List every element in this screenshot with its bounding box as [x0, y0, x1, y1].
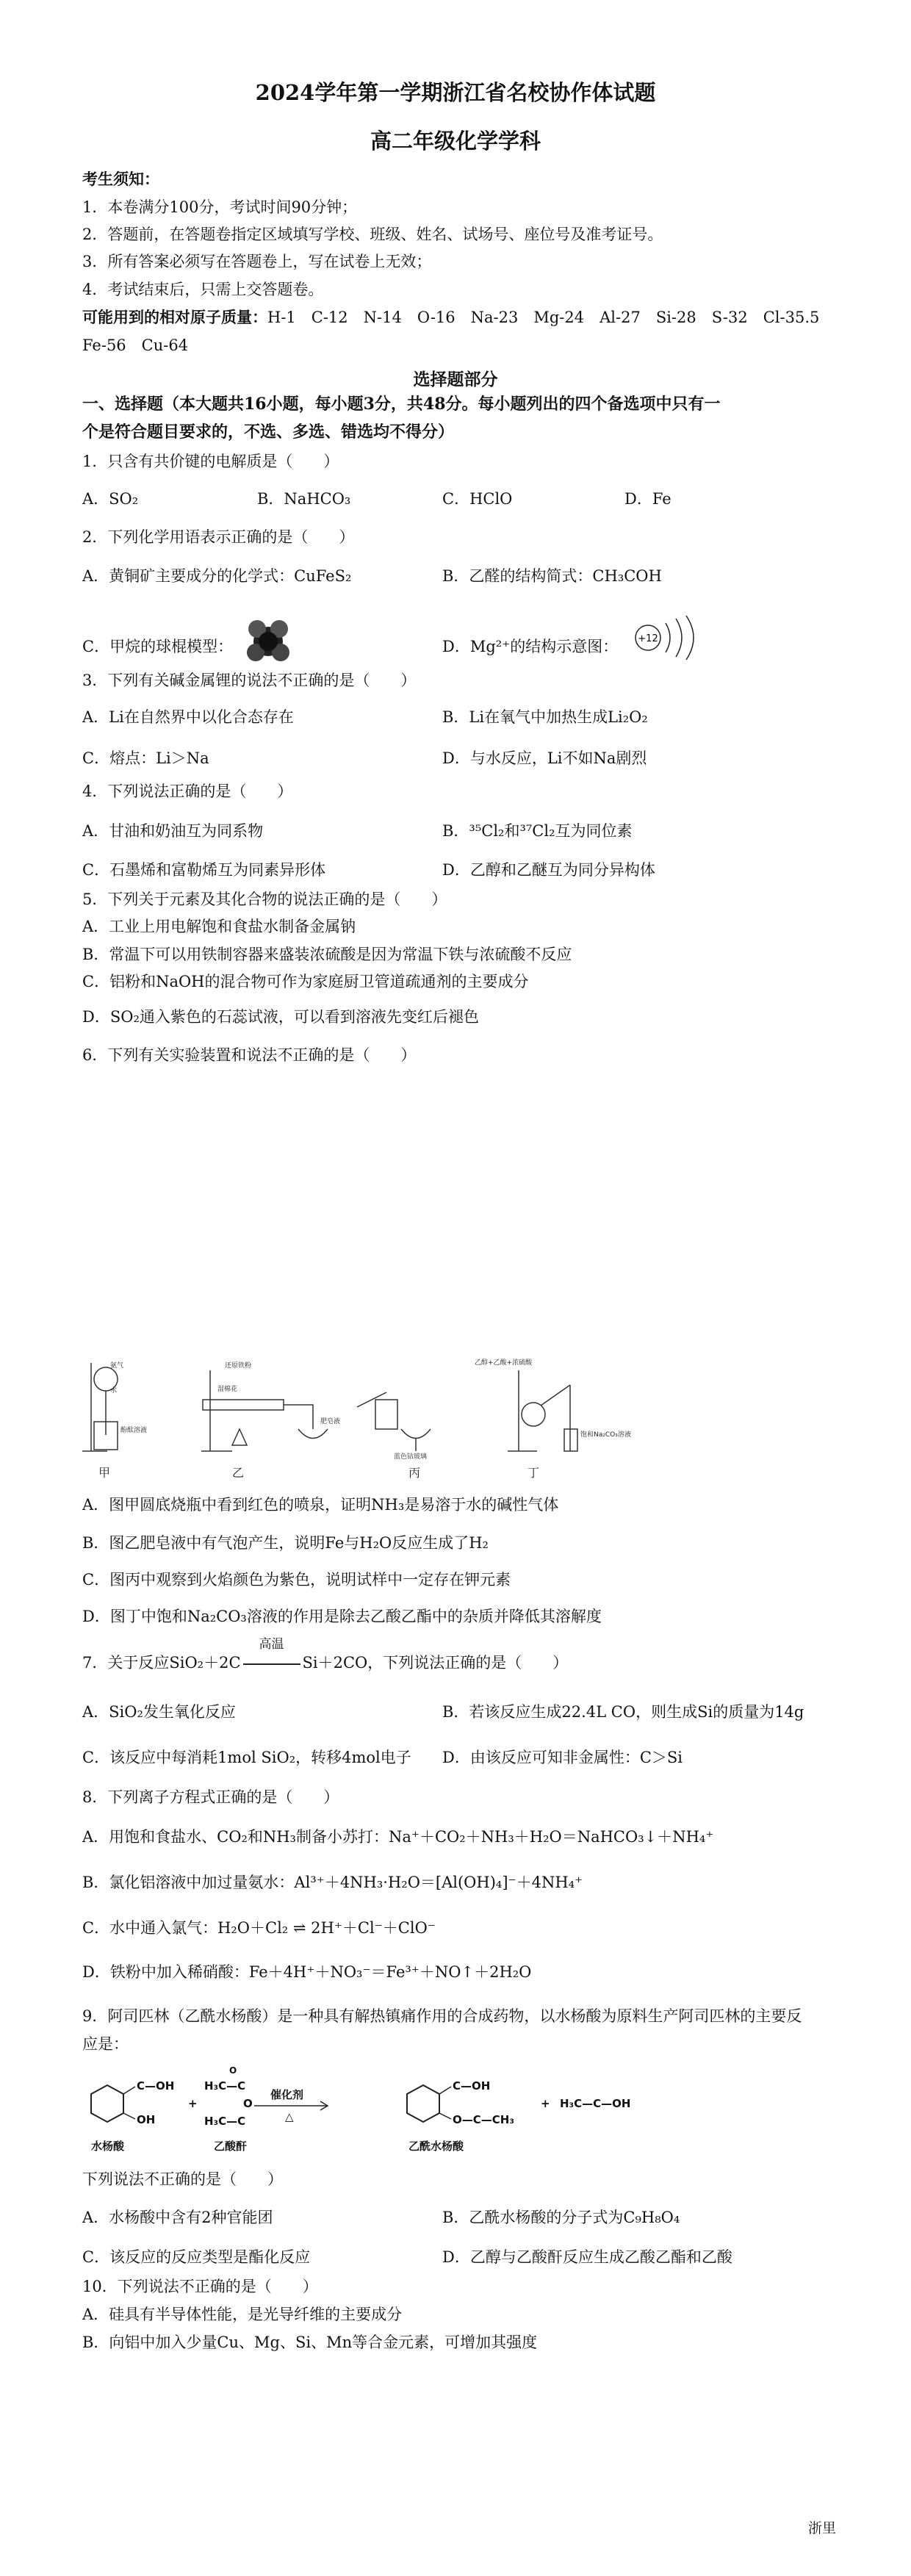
q4-option-a: A．甘油和奶油互为同系物: [82, 822, 264, 840]
q3-option-a: A．Li在自然界中以化合态存在: [82, 708, 294, 726]
fig-label-water: 水: [110, 1387, 118, 1395]
aspirin-ester: O—C—CH₃: [453, 2113, 514, 2126]
q6-option-d: D．图丁中饱和Na₂CO₃溶液的作用是除去乙酸乙酯中的杂质并降低其溶解度: [82, 1608, 602, 1625]
exam-subtitle: 高二年级化学学科: [370, 129, 541, 154]
section-title: 选择题部分: [413, 370, 498, 389]
aspirin-cooh: C—OH: [453, 2079, 491, 2093]
notice-heading: 考生须知：: [82, 170, 159, 188]
anhydride-bottom: H₃C—C: [204, 2115, 246, 2128]
fig-label-iron-powder: 还原铁粉: [225, 1362, 252, 1370]
anhydride-o: O: [243, 2097, 253, 2110]
exam-title: 2024学年第一学期浙江省名校协作体试题: [255, 80, 656, 105]
label-salicylic-acid: 水杨酸: [91, 2140, 125, 2153]
scheme-heat: △: [285, 2110, 294, 2123]
q7-option-a: A．SiO₂发生氧化反应: [82, 1703, 236, 1721]
q5-option-d: D．SO₂通入紫色的石蕊试液，可以看到溶液先变红后褪色: [82, 1008, 479, 1026]
methane-ball-stick-model: [237, 617, 300, 666]
notice-item: 3．所有答案必须写在答题卷上，写在试卷上无效；: [82, 253, 432, 270]
q7-stem-post: Si＋2CO，下列说法正确的是（ ）: [302, 1654, 569, 1672]
q1-option-d: D．Fe: [624, 490, 671, 508]
q8-option-a: A．用饱和食盐水、CO₂和NH₃制备小苏打：Na⁺＋CO₂＋NH₃＋H₂O＝NaHCO₃↓＋NH₄⁺: [82, 1828, 714, 1846]
q2-stem: 2．下列化学用语表示正确的是（ ）: [82, 528, 355, 546]
q7-equals-line: [243, 1663, 300, 1665]
label-acetic-anhydride: 乙酸酐: [214, 2140, 248, 2153]
atomic-mass-line: [82, 307, 819, 328]
atomic-mass-values: H-1 C-12 N-14 O-16 Na-23 Mg-24 Al-27 Si-28 S-32 Cl-35.5: [267, 309, 820, 326]
q8-option-d: D．铁粉中加入稀硝酸：Fe＋4H⁺＋NO₃⁻＝Fe³⁺＋NO↑＋2H₂O: [82, 1963, 532, 1981]
q3-option-d: D．与水反应，Li不如Na剧烈: [442, 749, 647, 767]
anhydride-carbonyl-o: O: [229, 2065, 237, 2076]
q5-stem: 5．下列关于元素及其化合物的说法正确的是（ ）: [82, 891, 447, 908]
fig-label-ammonia: 氨气: [110, 1362, 124, 1370]
q9-stem: 应是：: [82, 2035, 129, 2053]
q2-option-a: A．黄铜矿主要成分的化学式：CuFeS₂: [82, 567, 352, 585]
q6-option-a: A．图甲圆底烧瓶中看到红色的喷泉，证明NH₃是易溶于水的碱性气体: [82, 1496, 559, 1514]
q2-option-d: D．Mg²⁺的结构示意图：: [442, 638, 619, 655]
salicylic-oh: OH: [137, 2113, 156, 2126]
notice-item: 4．考试结束后，只需上交答题卷。: [82, 281, 324, 298]
fig-label-phenolphthalein: 酚酞溶液: [120, 1427, 148, 1434]
fig-label-cobalt-glass: 蓝色钴玻璃: [394, 1453, 428, 1461]
salicylic-cooh: C—OH: [137, 2079, 175, 2093]
atomic-mass-values-2: Fe-56 Cu-64: [82, 337, 189, 354]
q3-option-c: C．熔点：Li＞Na: [82, 749, 209, 767]
q7-option-c: C．该反应中每消耗1mol SiO₂，转移4mol电子: [82, 1749, 411, 1766]
q7-stem-pre: 7．关于反应SiO₂＋2C: [82, 1654, 241, 1672]
q7-condition: 高温: [259, 1637, 284, 1652]
q9-option-a: A．水杨酸中含有2种官能团: [82, 2209, 273, 2226]
fig-label-ding: 丁: [527, 1466, 540, 1480]
q9-option-d: D．乙醇与乙酸酐反应生成乙酸乙酯和乙酸: [442, 2248, 732, 2266]
fig-label-soap: 肥皂液: [320, 1418, 341, 1425]
scheme-catalyst: 催化剂: [270, 2088, 304, 2101]
q5-option-c: C．铝粉和NaOH的混合物可作为家庭厨卫管道疏通剂的主要成分: [82, 973, 529, 990]
q9-question: 下列说法不正确的是（ ）: [82, 2170, 283, 2188]
q9-option-b: B．乙酰水杨酸的分子式为C₉H₈O₄: [442, 2209, 680, 2226]
q4-stem: 4．下列说法正确的是（ ）: [82, 782, 293, 800]
mg-nucleus-label: +12: [638, 633, 658, 644]
q5-option-a: A．工业上用电解饱和食盐水制备金属钠: [82, 918, 356, 935]
q8-option-c: C．水中通入氯气：H₂O＋Cl₂ ⇌ 2H⁺＋Cl⁻＋ClO⁻: [82, 1919, 436, 1937]
q1-stem: 1．只含有共价键的电解质是（ ）: [82, 453, 339, 470]
fig-label-wet-cotton: 湿棉花: [217, 1386, 238, 1393]
q9-option-c: C．该反应的反应类型是酯化反应: [82, 2248, 311, 2266]
scheme-plus-2: +: [541, 2097, 550, 2110]
q9-stem: 9．阿司匹林（乙酰水杨酸）是一种具有解热镇痛作用的合成药物，以水杨酸为原料生产阿司匹林的主要反: [82, 2007, 802, 2025]
fig-label-bing: 丙: [408, 1466, 421, 1480]
q6-option-b: B．图乙肥皂液中有气泡产生，说明Fe与H₂O反应生成了H₂: [82, 1534, 489, 1552]
scheme-plus-1: +: [188, 2097, 198, 2110]
q2-option-c: C．甲烷的球棍模型：: [82, 638, 234, 655]
mg-ion-structure-diagram: [630, 614, 704, 661]
q8-stem: 8．下列离子方程式正确的是（ ）: [82, 1788, 339, 1806]
q9-reaction-scheme: [78, 2063, 695, 2159]
q10-option-a: A．硅具有半导体性能，是光导纤维的主要成分: [82, 2306, 403, 2323]
section-instruction: 个是符合题目要求的，不选、多选、错选均不得分）: [82, 422, 455, 442]
q6-stem: 6．下列有关实验装置和说法不正确的是（ ）: [82, 1046, 417, 1064]
section-instruction: 一、选择题（本大题共16小题，每小题3分，共48分。每小题列出的四个备选项中只有一: [82, 395, 721, 414]
q1-option-c: C．HClO: [442, 490, 513, 508]
q3-stem: 3．下列有关碱金属锂的说法不正确的是（ ）: [82, 672, 417, 689]
fig-label-reagents: 乙醇+乙酸+浓硫酸: [475, 1359, 533, 1367]
q10-option-b: B．向铝中加入少量Cu、Mg、Si、Mn等合金元素，可增加其强度: [82, 2334, 538, 2351]
label-aspirin: 乙酰水杨酸: [408, 2140, 464, 2153]
fig-label-na2co3: 饱和Na₂CO₃溶液: [580, 1431, 631, 1439]
q2-option-b: B．乙醛的结构简式：CH₃COH: [442, 567, 662, 585]
q7-stem: [82, 1637, 569, 1673]
footer-mark: 浙里: [808, 2520, 837, 2536]
q6-apparatus-figure: [78, 1356, 631, 1484]
fig-label-yi: 乙: [232, 1466, 245, 1480]
q3-option-b: B．Li在氧气中加热生成Li₂O₂: [442, 708, 648, 726]
q4-option-c: C．石墨烯和富勒烯互为同素异形体: [82, 861, 326, 879]
q1-option-a: A．SO₂: [82, 490, 139, 508]
notice-item: 2．答题前，在答题卷指定区域填写学校、班级、姓名、试场号、座位号及准考证号。: [82, 226, 663, 243]
q8-option-b: B．氯化铝溶液中加过量氨水：Al³⁺＋4NH₃·H₂O＝[Al(OH)₄]⁻＋4NH₄⁺: [82, 1874, 583, 1891]
q5-option-b: B．常温下可以用铁制容器来盛装浓硫酸是因为常温下铁与浓硫酸不反应: [82, 946, 572, 963]
atomic-mass-label: 可能用到的相对原子质量：: [82, 308, 267, 326]
q7-option-b: B．若该反应生成22.4L CO，则生成Si的质量为14g: [442, 1703, 804, 1721]
q4-option-b: B．³⁵Cl₂和³⁷Cl₂互为同位素: [442, 822, 633, 840]
q6-option-c: C．图丙中观察到火焰颜色为紫色，说明试样中一定存在钾元素: [82, 1571, 511, 1589]
fig-label-jia: 甲: [98, 1466, 111, 1480]
q4-option-d: D．乙醇和乙醚互为同分异构体: [442, 861, 655, 879]
q1-option-b: B．NaHCO₃: [257, 490, 351, 508]
acetic-acid: H₃C—C—OH: [560, 2097, 631, 2110]
q7-option-d: D．由该反应可知非金属性：C＞Si: [442, 1749, 683, 1766]
q10-stem: 10．下列说法不正确的是（ ）: [82, 2278, 318, 2295]
anhydride-top: H₃C—C: [204, 2079, 246, 2093]
notice-item: 1．本卷满分100分，考试时间90分钟；: [82, 198, 358, 216]
